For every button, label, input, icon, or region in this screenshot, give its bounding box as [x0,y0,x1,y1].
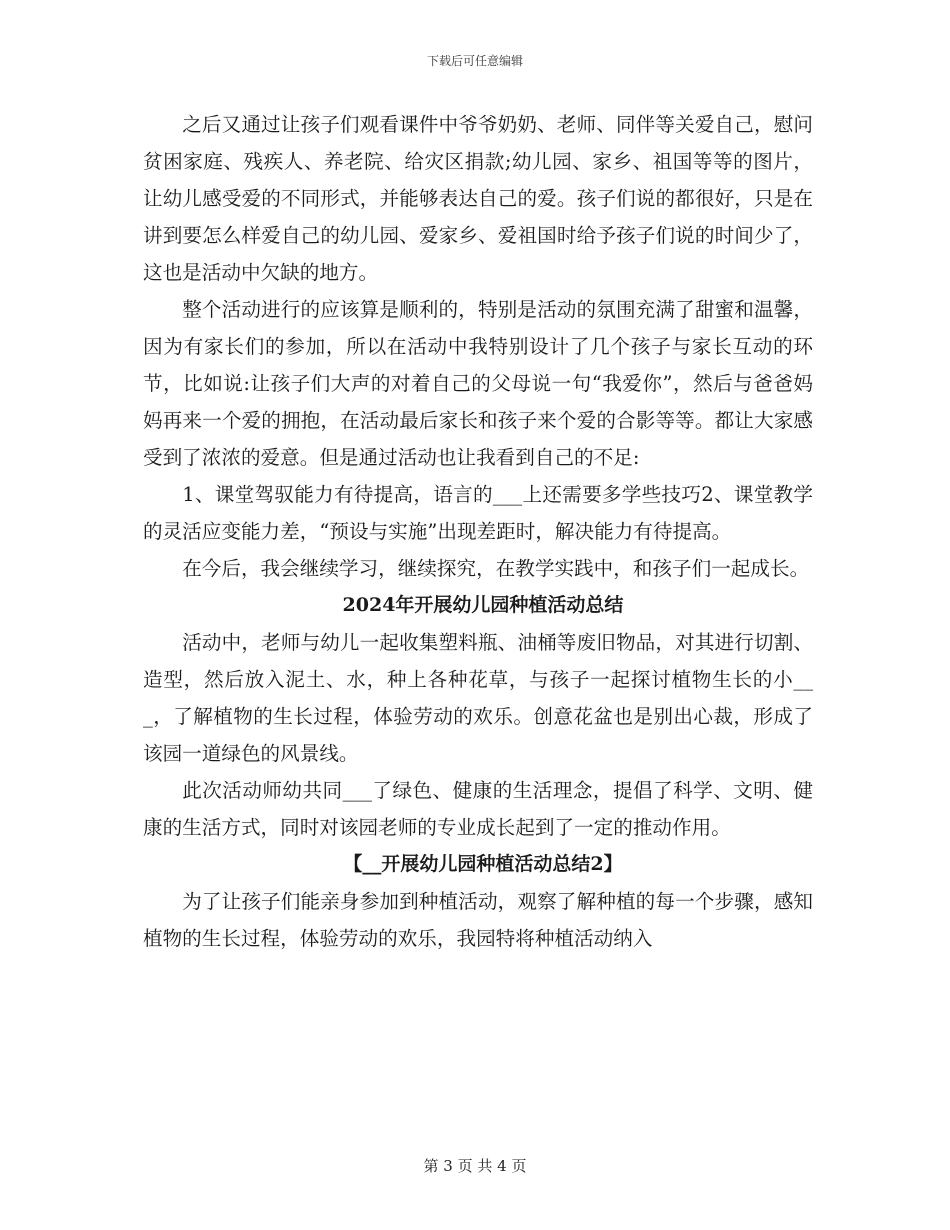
paragraph-1: 之后又通过让孩子们观看课件中爷爷奶奶、老师、同伴等关爱自己，慰问贫困家庭、残疾人、养老院、给灾区捐款;幼儿园、家乡、祖国等等的图片，让幼儿感受爱的不同形式，并能够表达自己的爱。孩子们说的都很好，只是在讲到要怎么样爱自己的幼儿园、爱家乡、爱祖国时给予孩子们说的时间少了，这也是活动中欠缺的地方。 [143,113,813,284]
paragraph-2: 整个活动进行的应该算是顺利的，特别是活动的氛围充满了甜蜜和温馨，因为有家长们的参加，所以在活动中我特别设计了几个孩子与家长互动的环节，比如说:让孩子们大声的对着自己的父母说一句“我爱你”，然后与爸爸妈妈再来一个爱的拥抱，在活动最后家长和孩子来个爱的合影等等。都让大家感受到了浓浓的爱意。但是通过活动也让我看到自己的不足: [143,298,813,469]
paragraph-3: 1、课堂驾驭能力有待提高，语言的___上还需要多学些技巧2、课堂教学的灵活应变能力差，“预设与实施”出现差距时，解决能力有待提高。 [143,483,813,543]
paragraph-6: 此次活动师幼共同___了绿色、健康的生活理念，提倡了科学、文明、健康的生活方式，同时对该园老师的专业成长起到了一定的推动作用。 [143,779,813,839]
paragraph-5: 活动中，老师与幼儿一起收集塑料瓶、油桶等废旧物品，对其进行切割、造型，然后放入泥土、水，种上各种花草，与孩子一起探讨植物生长的小___，了解植物的生长过程，体验劳动的欢乐。创意花盆也是别出心裁，形成了该园一道绿色的风景线。 [143,631,813,765]
paragraph-4: 在今后，我会继续学习，继续探究，在教学实践中，和孩子们一起成长。 [182,557,810,580]
page-header: 下载后可任意编辑 [426,54,523,68]
document-body [143,106,813,957]
section-heading-2: 【__开展幼儿园种植活动总结2】 [343,853,623,875]
section-heading-1: 2024年开展幼儿园种植活动总结 [342,594,624,616]
paragraph-7: 为了让孩子们能亲身参加到种植活动，观察了解种植的每一个步骤，感知植物的生长过程，体验劳动的欢乐，我园特将种植活动纳入 [143,890,813,950]
page-footer: 第 3 页 共 4 页 [423,1157,527,1175]
